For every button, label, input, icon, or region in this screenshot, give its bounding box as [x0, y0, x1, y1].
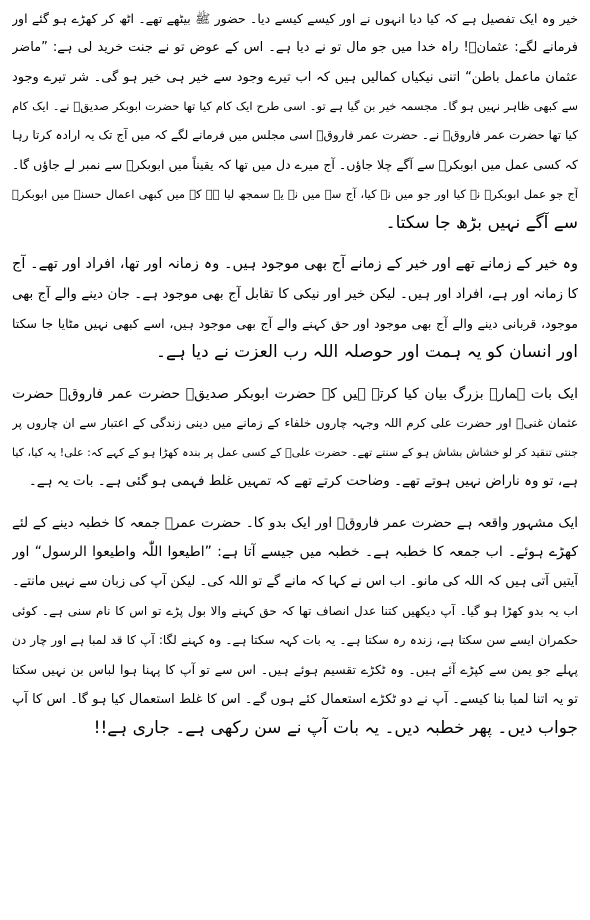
text-line: ہے، تو وہ ناراض نہیں ہوتے تھے۔ وضاحت کرتے تھے کہ تمہیں غلط فہمی ہو گئی ہے۔ بات یہ ہے۔ — [28, 473, 578, 490]
text-line: کا زمانہ اور ہے، افراد اور ہیں۔ لیکن خیر اور نیکی کا تقابل آج بھی موجود ہے۔ جان دینے والے آج بھی — [12, 285, 578, 302]
text-line: موجود، قربانی دینے والے آج بھی موجود اور حق کہنے والے آج بھی موجود ہیں، اسے کبھی نہیں مٹایا جا سکتا — [12, 315, 578, 331]
text-line: عثمان ماعمل باطن“ اتنی نیکیاں کمالیں ہیں کہ اب تیرے وجود سے خیر ہی خیر ہو گی۔ شر تیرے وجود — [12, 69, 578, 85]
text-line: پہلے جو یمن سے کپڑے آئے ہیں۔ وہ ٹکڑے تقسیم ہوئے ہیں۔ اس سے تو آپ کا پہنا ہوا لباس بن نہیں سکتا — [12, 662, 578, 678]
text-line: حکمران ایسے سن سکتا ہے، زندہ رہ سکتا ہے۔ یہ بات کہہ سکتا ہے۔ وہ کہنے لگا: آپ کا قد لمبا ہے اور چار دن — [12, 632, 578, 647]
text-line: سے آگے نہیں بڑھ جا سکتا۔ — [385, 213, 578, 234]
text-line: اب یہ بدو کھڑا ہو گیا۔ آپ دیکھیں کتنا عدل انصاف تھا کہ حق کہنے والا بول پڑے تو اس کا نام سنی ہے۔ کوئی — [12, 603, 578, 618]
paragraph-3 — [12, 380, 578, 497]
text-line: سے کبھی ظاہر نہیں ہو گا۔ مجسمہ خیر بن گیا ہے تو۔ اسی طرح ایک کام کیا تھا حضرت ابوبکر صدیقؓ نے۔ ایک کام — [12, 98, 578, 113]
text-line: وہ خیر کے زمانے تھے اور خیر کے زمانے آج بھی موجود ہیں۔ وہ زمانہ اور تھا، افراد اور تھے۔ آج — [12, 256, 578, 273]
text-line: خیر وہ ایک تفصیل ہے کہ کیا دیا انہوں نے اور کیسے کیسے دیا۔ حضور ﷺ بیٹھے تھے۔ اٹھ کر کھڑے ہو گئے اور — [12, 11, 578, 26]
text-line: ایک مشہور واقعہ ہے حضرت عمر فاروقؓ اور ایک بدو کا۔ حضرت عمرؓ جمعہ کا خطبہ دینے کے لئے — [12, 514, 578, 531]
paragraph-2 — [12, 250, 578, 367]
text-line: اور انسان کو یہ ہمت اور حوصلہ اللہ رب العزت نے دیا ہے۔ — [155, 342, 578, 363]
text-line: عثمان غنیؓ اور حضرت علی کرم اللہ وجہہ چاروں خلفاء کے زمانے میں دینی زندگی کے اعتبار سے ان چاروں پر — [12, 415, 578, 430]
paragraph-1 — [12, 4, 578, 238]
text-line: ایک بات ہمارے بزرگ بیان کیا کرتے ہیں کہ حضرت ابوبکر صدیقؓ حضرت عمر فاروقؓ حضرت — [12, 385, 578, 402]
text-line: جواب دیں۔ پھر خطبہ دیں۔ یہ بات آپ نے سن رکھی ہے۔ جاری ہے!! — [93, 717, 578, 738]
text-line: آج جو عمل ابوبکرؓ نے کیا اور جو میں نے کیا، آج سے میں نے یہ سمجھ لیا ہے کہ میں کبھی اعمال حسنہ میں ابوبکرؓ — [12, 186, 578, 201]
text-line: فرمانے لگے: عثمانؓ! راہ خدا میں جو مال تو نے دیا ہے۔ اس کے عوض تو نے جنت خرید لی ہے: ”ماضر — [12, 40, 578, 56]
text-line: آیتیں آتی ہیں کہ اللہ کی مانو۔ اب اس نے کہا کہ مانے گے تو اللہ کی۔ لیکن آپ کی زبان سے نہیں مانتے۔ — [12, 574, 578, 590]
text-line: کھڑے ہوئے۔ اب جمعہ کا خطبہ ہے۔ خطبہ میں جیسے آتا ہے: ”اطیعوا اللّٰہ واطیعوا الرسول“ اور — [12, 544, 578, 561]
text-line: کہ کسی عمل میں ابوبکرؓ سے آگے چلا جاؤں۔ آج میرے دل میں تھا کہ یقیناً میں ابوبکرؓ سے نمبر لے جاؤں گا۔ — [12, 157, 578, 173]
text-line: تو یہ اتنا لمبا بنا کیسے۔ آپ نے دو ٹکڑے استعمال کئے ہوں گے۔ اس کا غلط استعمال کیا ہو گا۔ اس کا آپ — [12, 691, 578, 707]
text-line: جنتی تنقید کر لو خشاش بشاش ہو کے سنتے تھے۔ حضرت علیؓ کے کسی عمل پر بندہ کھڑا ہو کے کہے کہ: علی! یہ کیا، کیا — [12, 446, 578, 460]
text-line: کیا تھا حضرت عمر فاروقؓ نے۔ حضرت عمر فاروقؓ اسی مجلس میں فرمانے لگے کہ میں آج تک یہ ارادہ کرتا رہا — [12, 128, 578, 143]
paragraph-4 — [12, 509, 578, 743]
